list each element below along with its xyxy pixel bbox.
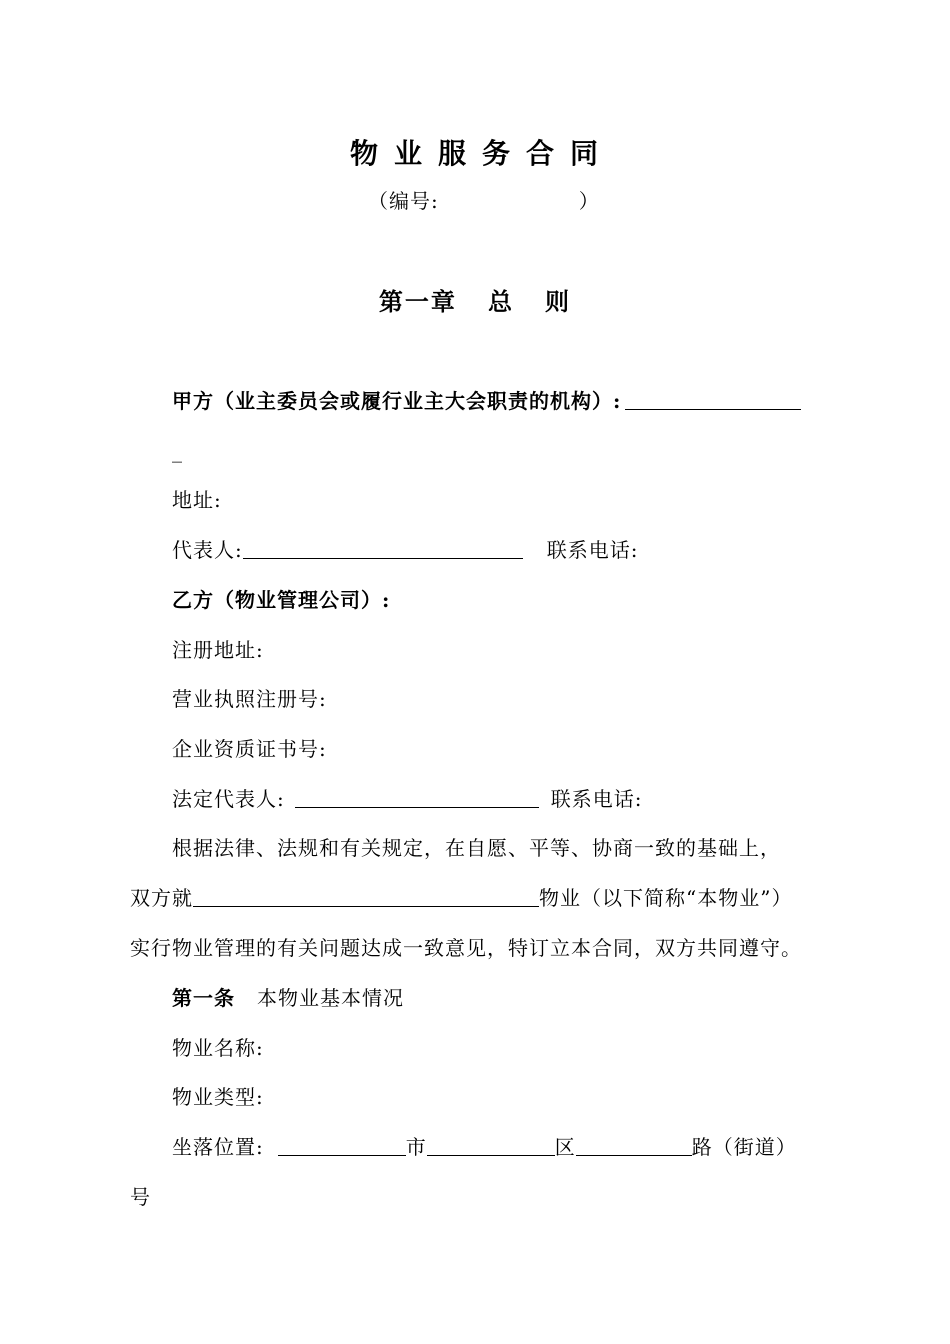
document-title: 物业服务合同 [349,137,614,170]
paragraph-2 [130,883,792,913]
location-label: 坐落位置: [172,1135,264,1159]
phone-label-2: 联系电话: [550,787,643,811]
legal-rep-line [172,784,643,814]
paragraph-2-prefix: 双方就 [130,886,193,910]
party-a-line [172,386,801,416]
location-district: 区 [554,1135,576,1159]
city-blank[interactable] [278,1133,406,1156]
party-b-label: 乙方（物业管理公司）: [172,588,391,612]
phone-label: 联系电话: [546,538,639,562]
qualification-label: 企业资质证书号: [172,737,327,761]
party-a-trail: _ [172,439,183,463]
rep-line [172,535,639,565]
paragraph-3: 实行物业管理的有关问题达成一致意见，特订立本合同，双方共同遵守。 [130,936,802,960]
location-number: 号 [130,1185,151,1209]
article-1 [172,983,404,1013]
contract-number [368,186,600,216]
license-label: 营业执照注册号: [172,687,327,711]
chapter-heading: 第一章 总 则 [378,287,572,316]
party-a-label: 甲方（业主委员会或履行业主大会职责的机构）: [172,389,622,413]
address-label: 地址: [172,488,222,512]
legal-rep-blank[interactable] [295,785,539,808]
paragraph-2-suffix: 物业（以下简称“本物业”） [539,886,793,910]
reg-address-label: 注册地址: [172,638,264,662]
rep-label: 代表人: [172,538,243,562]
contract-number-suffix: ） [578,189,600,213]
legal-rep-label: 法定代表人: [172,787,285,811]
property-type-label: 物业类型: [172,1085,264,1109]
location-city: 市 [405,1135,427,1159]
district-blank[interactable] [427,1133,555,1156]
property-name-label: 物业名称: [172,1036,264,1060]
contract-number-prefix: （编号: [368,189,439,213]
article-1-text: 本物业基本情况 [257,986,404,1010]
party-a-blank[interactable] [625,387,801,410]
road-blank[interactable] [576,1133,692,1156]
location-road: 路（街道） [691,1135,797,1159]
rep-blank[interactable] [243,536,523,559]
article-1-label: 第一条 [172,986,235,1010]
property-blank[interactable] [193,884,539,907]
paragraph-1: 根据法律、法规和有关规定，在自愿、平等、协商一致的基础上， [172,836,781,860]
location-line [172,1132,797,1162]
